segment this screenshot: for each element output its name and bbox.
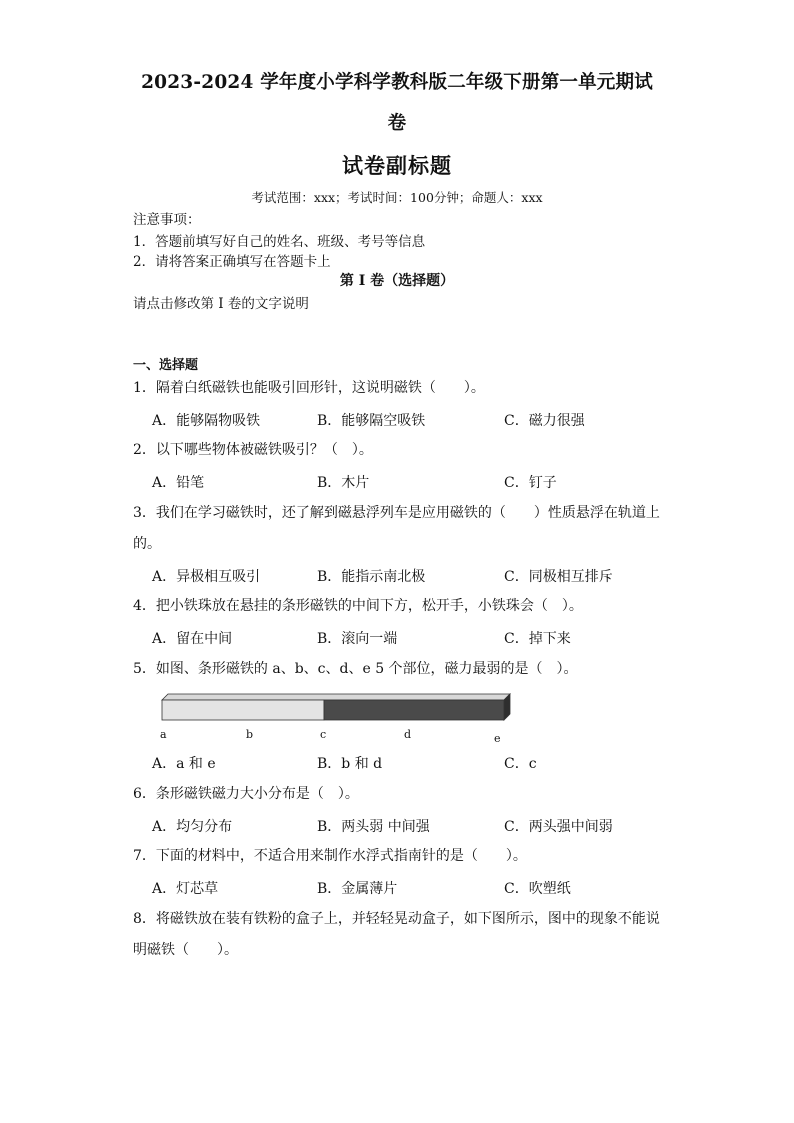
- option-b[interactable]: B．能够隔空吸铁: [317, 413, 426, 429]
- option-a[interactable]: A．均匀分布: [152, 819, 233, 835]
- option-c[interactable]: C．同极相互排斥: [504, 569, 613, 585]
- option-c[interactable]: C．磁力很强: [504, 413, 585, 429]
- option-a[interactable]: A．灯芯草: [152, 881, 219, 897]
- notes-heading: 注意事项：: [133, 212, 201, 228]
- option-b[interactable]: B．能指示南北极: [317, 569, 426, 585]
- question-6-options: [152, 816, 712, 838]
- question-3: 3．我们在学习磁铁时，还了解到磁悬浮列车是应用磁铁的（ ）性质悬浮在轨道上的。: [133, 505, 660, 552]
- question-7-options: [152, 878, 712, 900]
- question-2: 2．以下哪些物体被磁铁吸引？（ ）。: [133, 442, 373, 458]
- option-a[interactable]: A．铅笔: [152, 475, 205, 491]
- option-c[interactable]: C．两头强中间弱: [504, 819, 613, 835]
- question-1-options: [152, 410, 712, 432]
- exam-info: 考试范围：xxx；考试时间：100分钟；命题人：xxx: [251, 190, 543, 205]
- notes-item-1: 1．答题前填写好自己的姓名、班级、考号等信息: [133, 234, 426, 250]
- question-4-options: [152, 628, 712, 650]
- magnet-label-d: d: [404, 728, 412, 741]
- exam-title: [110, 64, 684, 143]
- exam-title-line2: 卷: [387, 113, 407, 134]
- question-5-options: [152, 753, 712, 775]
- option-c[interactable]: C．掉下来: [504, 631, 571, 647]
- question-7: 7．下面的材料中，不适合用来制作水浮式指南针的是（ ）。: [133, 848, 527, 864]
- question-8: 8．将磁铁放在装有铁粉的盒子上，并轻轻晃动盒子，如下图所示，图中的现象不能说明磁铁（ ）。: [133, 911, 660, 958]
- option-a[interactable]: A．能够隔物吸铁: [152, 413, 261, 429]
- question-1: 1．隔着白纸磁铁也能吸引回形针，这说明磁铁（ ）。: [133, 380, 485, 396]
- option-c[interactable]: C．钉子: [504, 475, 557, 491]
- part-description: 请点击修改第 I 卷的文字说明: [133, 296, 309, 312]
- question-3-options: [152, 566, 712, 588]
- magnet-label-b: b: [246, 728, 254, 741]
- bar-magnet-figure: [158, 686, 518, 746]
- option-b[interactable]: B．木片: [317, 475, 370, 491]
- magnet-label-a: a: [160, 728, 167, 741]
- magnet-light-half: [162, 700, 324, 720]
- bar-magnet-illustration: [158, 686, 518, 726]
- option-a[interactable]: A．留在中间: [152, 631, 233, 647]
- part-title: 第 I 卷（选择题）: [339, 273, 455, 289]
- exam-title-line1: 2023-2024 学年度小学科学教科版二年级下册第一单元期试: [141, 72, 653, 93]
- option-c[interactable]: C．c: [504, 756, 537, 772]
- magnet-label-c: c: [320, 728, 327, 741]
- option-c[interactable]: C．吹塑纸: [504, 881, 571, 897]
- magnet-top-face: [162, 694, 510, 700]
- question-2-options: [152, 472, 712, 494]
- section-title: 一、选择题: [133, 358, 199, 373]
- option-a[interactable]: A．异极相互吸引: [152, 569, 261, 585]
- question-6: 6．条形磁铁磁力大小分布是（ ）。: [133, 786, 359, 802]
- option-a[interactable]: A．a 和 e: [152, 756, 216, 772]
- question-5: 5．如图、条形磁铁的 a、b、c、d、e 5 个部位，磁力最弱的是（ ）。: [133, 661, 578, 677]
- notes-item-2: 2．请将答案正确填写在答题卡上: [133, 254, 331, 270]
- option-b[interactable]: B．滚向一端: [317, 631, 398, 647]
- magnet-label-e: e: [494, 732, 501, 745]
- exam-subtitle: 试卷副标题: [342, 153, 452, 178]
- option-b[interactable]: B．b 和 d: [317, 756, 383, 772]
- option-b[interactable]: B．金属薄片: [317, 881, 398, 897]
- magnet-dark-half: [324, 700, 504, 720]
- option-b[interactable]: B．两头弱 中间强: [317, 819, 430, 835]
- question-4: 4．把小铁珠放在悬挂的条形磁铁的中间下方，松开手，小铁珠会（ ）。: [133, 598, 583, 614]
